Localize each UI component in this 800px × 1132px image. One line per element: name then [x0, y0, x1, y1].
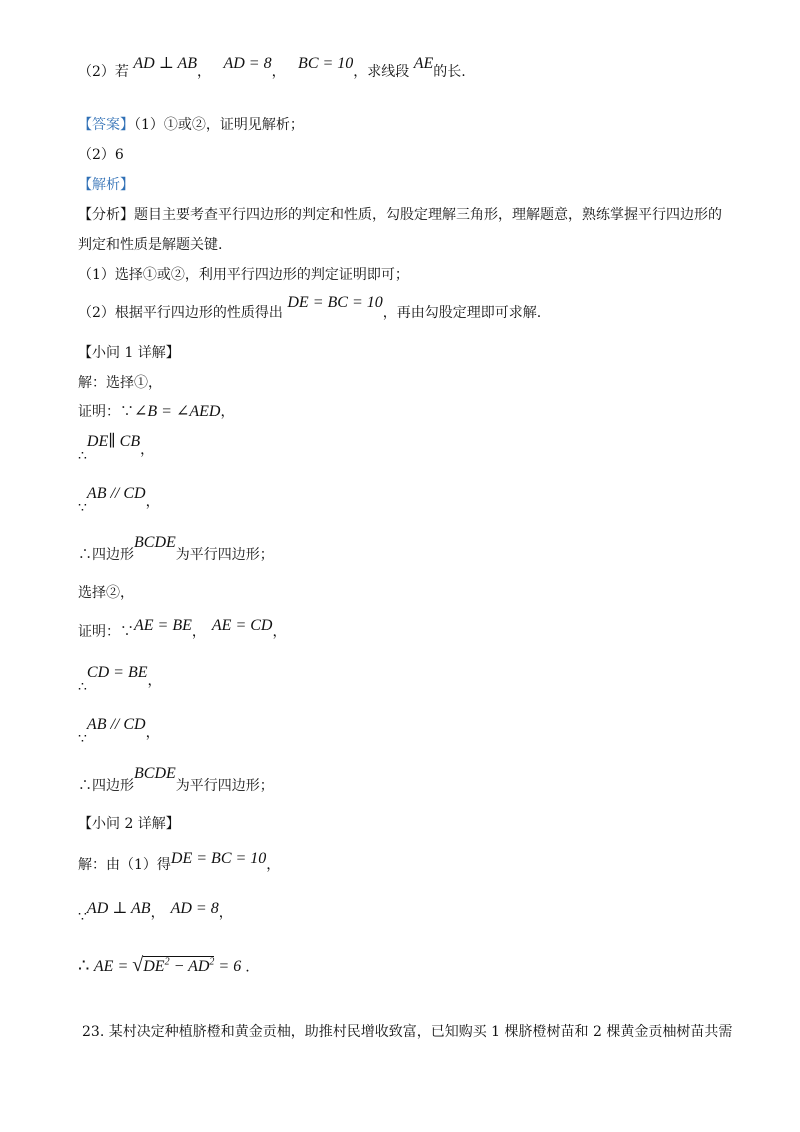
sqrt-expression	[93, 954, 245, 977]
punct: ，	[218, 905, 233, 921]
punct: ，	[145, 494, 160, 510]
question-23: 23. 某村决定种植脐橙和黄金贡柚，助推村民增收致富，已知购买 1 棵脐橙树苗和 2 棵黄金贡柚树苗共需	[82, 1024, 733, 1040]
analysis-tag: 【解析】	[78, 177, 134, 193]
part1-step	[78, 617, 287, 642]
punct: ，	[191, 624, 206, 640]
answer-tag: 【答案】	[78, 117, 134, 133]
question-2-line	[78, 55, 466, 82]
therefore-symbol: ∴	[78, 448, 87, 464]
math-expr: DE	[143, 958, 165, 976]
step-text: 证明：∵	[78, 624, 134, 640]
punct: ，	[145, 725, 160, 741]
because-symbol: ∵	[78, 731, 87, 747]
answer-line-1	[78, 115, 304, 135]
part2-step	[78, 850, 281, 875]
q2-mid: ，求线段	[353, 64, 410, 80]
answer-line-2	[78, 145, 124, 165]
step-text: 解：由（1）得	[78, 857, 171, 873]
q2-prefix: （2）若	[78, 64, 129, 80]
therefore-symbol: ∴	[78, 679, 87, 695]
math-expr: − AD	[169, 958, 210, 976]
math-expr: BCDE	[134, 534, 176, 551]
part2-step	[78, 900, 233, 925]
part1-step	[78, 664, 162, 695]
part1-step: 解：选择①，	[78, 375, 162, 391]
math-expr: = 6	[214, 958, 242, 976]
math-expr: AB // CD	[86, 716, 146, 733]
part1-title: 【小问 1 详解】	[78, 345, 180, 361]
analysis-line-1: 【分析】题目主要考查平行四边形的判定和性质，勾股定理解三角形，理解题意，熟练掌握平行四边形的	[78, 207, 722, 223]
math-expr: DE = BC = 10	[287, 294, 383, 311]
q2-suffix: 的长.	[433, 64, 466, 80]
step-text: ∴四边形	[78, 778, 134, 794]
math-expr: AB // CD	[86, 485, 146, 502]
math-expr: DE = BC = 10	[170, 850, 267, 867]
sqrt-icon: √	[132, 954, 144, 977]
part2-step	[78, 953, 250, 977]
math-expr: AD ⊥ AB	[86, 900, 151, 917]
answer-part2: （2）6	[78, 147, 124, 163]
math-expr: AE = CD	[211, 617, 273, 634]
math-expr: DE∥ CB	[86, 433, 141, 450]
punct: .	[245, 959, 250, 976]
math-expr: CD = BE	[86, 664, 148, 681]
part1-step	[78, 534, 274, 565]
analysis-line-2: 判定和性质是解题关键.	[78, 237, 223, 253]
answer-part1: （1）①或②，证明见解析；	[134, 117, 304, 133]
math-expr: AD ⊥ AB	[133, 55, 198, 72]
step-text: 为平行四边形；	[175, 547, 274, 563]
punct: ，	[140, 442, 155, 458]
part1-step: 选择②，	[78, 585, 134, 601]
therefore-symbol: ∴	[78, 955, 90, 977]
analysis-text: （2）根据平行四边形的性质得出	[78, 305, 283, 321]
math-expr: BCDE	[134, 765, 176, 782]
part1-step	[78, 716, 160, 747]
analysis-text: ，再由勾股定理即可求解.	[382, 305, 542, 321]
math-expr: AD = 8	[223, 55, 272, 72]
math-expr: AE =	[93, 958, 133, 976]
punct: ，	[266, 857, 281, 873]
exponent: 2	[164, 957, 170, 968]
step-text: 为平行四边形；	[175, 778, 274, 794]
punct: ，	[220, 404, 235, 420]
punct: ，	[197, 64, 212, 80]
part2-title: 【小问 2 详解】	[78, 816, 180, 832]
analysis-line-4	[78, 294, 542, 323]
math-expr: ∠B = ∠AED	[134, 403, 221, 420]
part1-step	[78, 433, 155, 464]
step-text: 证明：∵	[78, 404, 134, 420]
part1-step	[78, 485, 160, 516]
punct: ，	[271, 64, 286, 80]
analysis-line-3: （1）选择①或②，利用平行四边形的判定证明即可；	[78, 267, 409, 283]
punct: ，	[150, 905, 165, 921]
step-text: ∴四边形	[78, 547, 134, 563]
punct: ，	[147, 673, 162, 689]
because-symbol: ∵	[78, 500, 87, 516]
because-symbol: ∵	[78, 909, 87, 925]
radicand	[143, 956, 214, 975]
exponent: 2	[209, 957, 215, 968]
part1-step	[78, 402, 234, 422]
math-expr: AD = 8	[170, 900, 219, 917]
part1-step	[78, 765, 274, 796]
math-expr: AE = BE	[134, 617, 192, 634]
punct: ，	[272, 624, 287, 640]
math-expr: BC = 10	[298, 55, 354, 72]
math-expr: AE	[413, 55, 434, 72]
